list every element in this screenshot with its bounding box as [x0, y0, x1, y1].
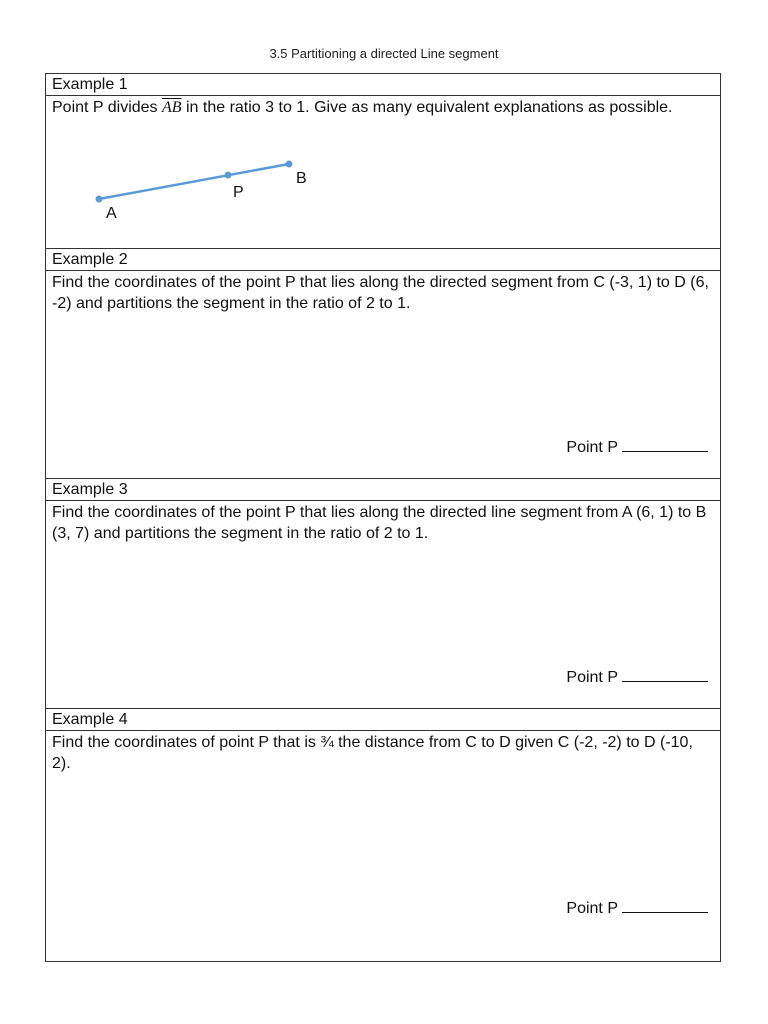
point-p-label: P — [233, 184, 244, 201]
example-4-answer-blank[interactable] — [622, 898, 708, 913]
example-1-prompt — [52, 97, 714, 118]
example-2-answer — [566, 437, 708, 458]
example-4-answer-label: Point P — [566, 900, 618, 917]
example-3-answer-label: Point P — [566, 669, 618, 686]
segment-diagram — [86, 154, 316, 234]
example-4-body — [46, 731, 720, 961]
segment-ab-notation: $\overline{AB}$ — [162, 99, 182, 116]
example-4-answer — [566, 898, 708, 919]
point-b-marker — [286, 161, 293, 168]
point-p-marker — [225, 172, 232, 179]
segment-line-ab — [99, 164, 289, 199]
example-4-heading: Example 4 — [46, 709, 720, 731]
example-1-prompt-start: Point P divides — [52, 99, 162, 116]
point-a-label: A — [106, 205, 117, 222]
example-3-heading: Example 3 — [46, 479, 720, 501]
example-2-answer-label: Point P — [566, 439, 618, 456]
example-3-answer — [566, 667, 708, 688]
example-2-prompt: Find the coordinates of the point P that lies along the directed segment from C (-3, 1) to D (6, -2) and partitions the segment in the ratio of 2 to 1. — [52, 274, 709, 312]
example-2-answer-blank[interactable] — [622, 437, 708, 452]
example-3-body — [46, 501, 720, 709]
example-4-prompt: Find the coordinates of point P that is ¾ the distance from C to D given C (-2, -2) to D (-10, 2). — [52, 734, 693, 772]
worksheet-table — [45, 73, 721, 962]
page-title: 3.5 Partitioning a directed Line segment — [269, 46, 499, 61]
example-3-answer-blank[interactable] — [622, 667, 708, 682]
example-2-body — [46, 271, 720, 479]
example-3-prompt: Find the coordinates of the point P that lies along the directed line segment from A (6, 1) to B (3, 7) and partitions the segment in the ratio of 2 to 1. — [52, 504, 707, 542]
point-b-label: B — [296, 170, 307, 187]
example-1-prompt-end: in the ratio 3 to 1. Give as many equivalent explanations as possible. — [181, 99, 673, 116]
example-1-heading: Example 1 — [46, 74, 720, 96]
example-1-body — [46, 96, 720, 249]
point-a-marker — [96, 196, 103, 203]
example-2-heading: Example 2 — [46, 249, 720, 271]
